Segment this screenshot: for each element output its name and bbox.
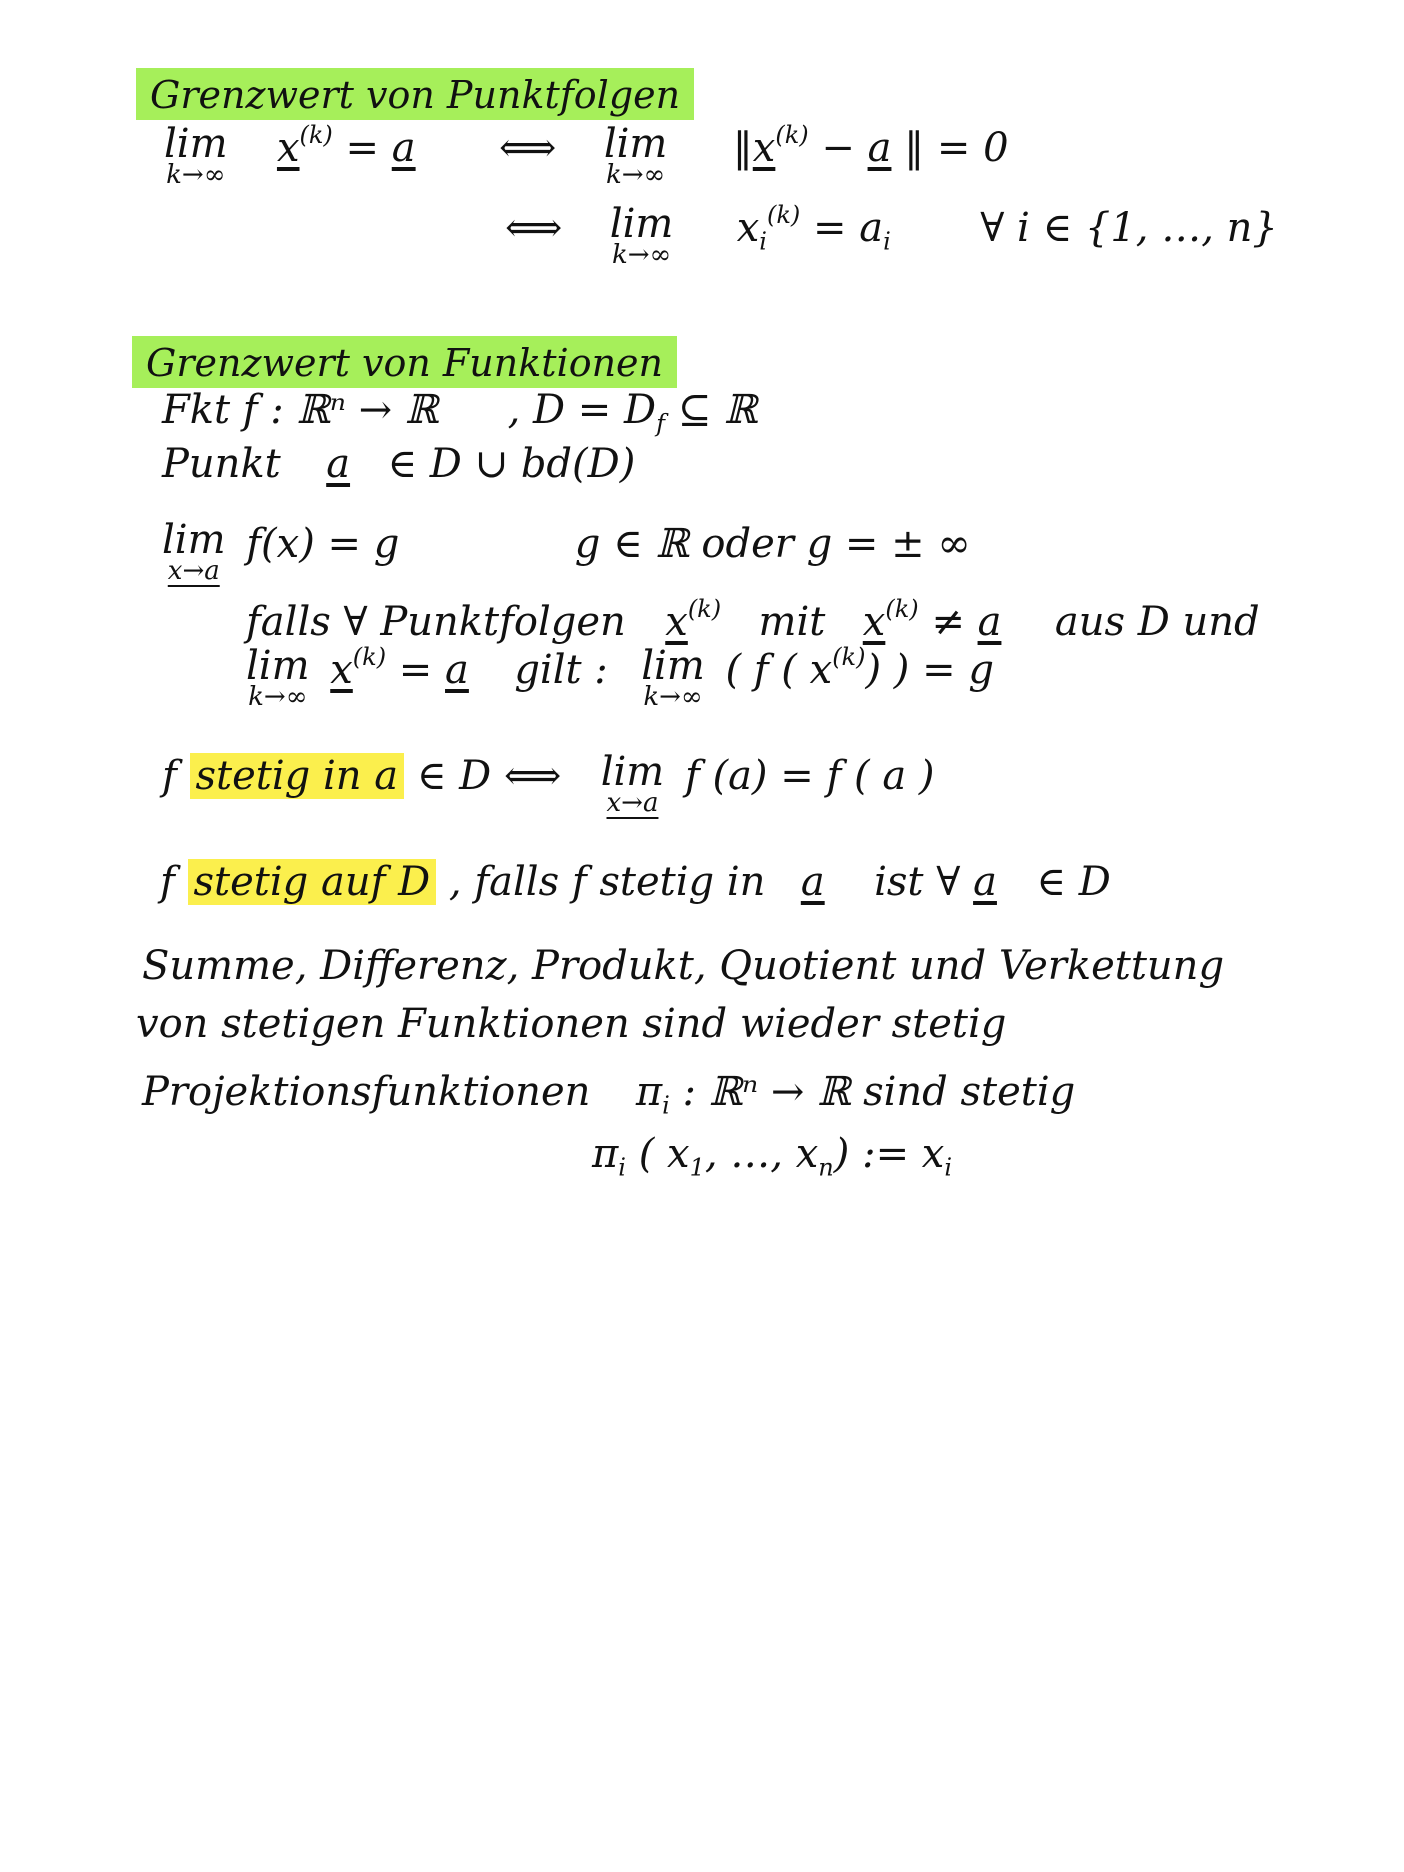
vector-a: a <box>977 599 1002 645</box>
lim-text: lim <box>162 517 226 563</box>
gilt-expr-prefix: ( f ( x <box>725 647 833 693</box>
stetig-auf-rest: , falls f stetig in <box>448 859 766 905</box>
projection-suffix: : ℝⁿ → ℝ sind stetig <box>682 1069 1076 1115</box>
superscript-k: (k) <box>687 595 722 623</box>
lim-text: lim <box>164 121 228 167</box>
heading-text: Grenzwert von Funktionen <box>146 341 664 385</box>
vector-a: a <box>326 441 351 487</box>
limit-operator-2 <box>603 121 668 190</box>
projection-definition-line <box>592 1130 953 1182</box>
args-mid: , …, x <box>704 1131 819 1177</box>
limit-operator-x-to-a <box>162 517 226 586</box>
function-f: f <box>160 859 175 905</box>
limit-condition: g ∈ ℝ oder g = ± ∞ <box>574 521 971 567</box>
summe-line-2 <box>136 1000 1006 1048</box>
limit-operator-x-to-a-2 <box>600 749 665 818</box>
projection-word: Projektionsfunktionen <box>142 1069 591 1115</box>
section-heading-funktionen <box>132 336 677 388</box>
lim-subscript: k→∞ <box>166 160 226 190</box>
pi-symbol: π <box>635 1069 663 1115</box>
forall-index-set: ∀ i ∈ {1, …, n} <box>980 205 1278 251</box>
vector-a: a <box>391 125 416 171</box>
subscript-n: n <box>818 1153 834 1182</box>
equals-sign: = <box>398 647 433 693</box>
subscript-i: i <box>883 227 891 256</box>
lim-text: lim <box>600 749 665 795</box>
limit-operator-k-2 <box>641 643 705 712</box>
in-domain: ∈ D <box>1036 859 1111 905</box>
lim-subscript: k→∞ <box>605 160 666 190</box>
gilt-expr-suffix: ) ) = g <box>865 647 994 693</box>
vector-x: x <box>752 125 776 171</box>
projection-line <box>142 1068 1076 1120</box>
falls-prefix: falls ∀ Punktfolgen <box>246 599 626 645</box>
subscript-i: i <box>662 1091 670 1120</box>
limit-operator-3 <box>609 201 674 270</box>
equals-sign: = <box>345 125 380 171</box>
stetig-auf-line <box>160 858 1111 906</box>
domain-suffix: ⊆ ℝ <box>677 387 758 433</box>
not-equal-sign: ≠ <box>931 599 965 645</box>
superscript-k: (k) <box>775 121 809 149</box>
summe-line-1 <box>142 942 1224 990</box>
summe-text-2: von stetigen Funktionen sind wieder stetig <box>136 1001 1007 1047</box>
norm-bar-left: ‖ <box>732 125 753 171</box>
point-definition-line <box>162 440 635 488</box>
vector-a: a <box>867 125 892 171</box>
stetig-in-expression: f (a) = f ( a ) <box>684 753 935 799</box>
gilt-word: gilt : <box>514 647 608 693</box>
subscript-f: f <box>656 409 665 438</box>
heading-text: Grenzwert von Punktfolgen <box>150 73 681 117</box>
function-f: f <box>162 753 177 799</box>
equals-sign: = <box>812 205 847 251</box>
point-domain: ∈ D ∪ bd(D) <box>387 441 636 487</box>
limit-expression: f(x) = g <box>246 521 400 567</box>
superscript-k: (k) <box>299 121 333 149</box>
stetig-in-line <box>162 749 935 818</box>
component-x: x <box>736 205 760 251</box>
args-open: ( x <box>638 1131 690 1177</box>
lim-text: lim <box>603 121 668 167</box>
domain-prefix: , D = D <box>507 387 657 433</box>
gilt-condition-line <box>246 643 994 712</box>
mit-word: mit <box>758 599 826 645</box>
superscript-k: (k) <box>832 643 866 671</box>
lim-text: lim <box>609 201 674 247</box>
vector-x: x <box>330 647 353 693</box>
section-heading-punktfolgen <box>136 68 694 120</box>
function-signature: Fkt f : ℝⁿ → ℝ <box>162 387 439 433</box>
component-a: a <box>859 205 884 251</box>
limit-operator-k <box>246 643 310 712</box>
zero-value: 0 <box>983 125 1009 171</box>
subscript-1: 1 <box>689 1153 705 1182</box>
lim-subscript: k→∞ <box>643 682 703 712</box>
falls-suffix: aus D und <box>1054 599 1260 645</box>
vector-a: a <box>973 859 997 905</box>
vector-x: x <box>862 599 886 645</box>
iff-symbol: ⟺ <box>505 205 563 251</box>
limit-operator <box>164 121 228 190</box>
superscript-k: (k) <box>766 201 801 229</box>
lim-text: lim <box>641 643 705 689</box>
iff-symbol: ⟺ <box>499 125 557 171</box>
stetig-in-highlight: stetig in a <box>190 753 405 799</box>
vector-a: a <box>445 647 469 693</box>
vector-x: x <box>276 125 300 171</box>
stetig-auf-highlight: stetig auf D <box>188 859 437 905</box>
ist-forall: ist ∀ <box>874 859 961 905</box>
lim-text: lim <box>246 643 310 689</box>
superscript-k: (k) <box>885 595 919 623</box>
lim-subscript: k→∞ <box>611 240 672 270</box>
vector-a: a <box>800 859 825 905</box>
pi-symbol: π <box>592 1131 619 1177</box>
lim-subscript: k→∞ <box>248 682 308 712</box>
norm-bar-right: ‖ <box>904 125 925 171</box>
minus-sign: − <box>821 125 855 171</box>
subscript-i: i <box>759 227 767 256</box>
summe-text-1: Summe, Differenz, Produkt, Quotient und Verkettung <box>142 943 1225 989</box>
superscript-k: (k) <box>352 643 387 671</box>
componentwise-limit-line <box>505 201 1278 270</box>
stetig-in-rest: ∈ D ⟺ <box>416 753 562 799</box>
vector-x: x <box>665 599 688 645</box>
subscript-i: i <box>618 1153 626 1182</box>
lim-subscript: x→a <box>606 788 659 818</box>
subscript-i: i <box>944 1153 953 1182</box>
limit-sequence-line <box>164 121 1009 190</box>
lim-subscript: x→a <box>167 556 220 586</box>
falls-condition-line <box>246 595 1260 646</box>
function-definition-line <box>162 386 758 438</box>
equals-sign: = <box>936 125 971 171</box>
function-limit-line <box>162 517 971 586</box>
args-close: ) := x <box>833 1131 945 1177</box>
punkt-word: Punkt <box>162 441 281 487</box>
